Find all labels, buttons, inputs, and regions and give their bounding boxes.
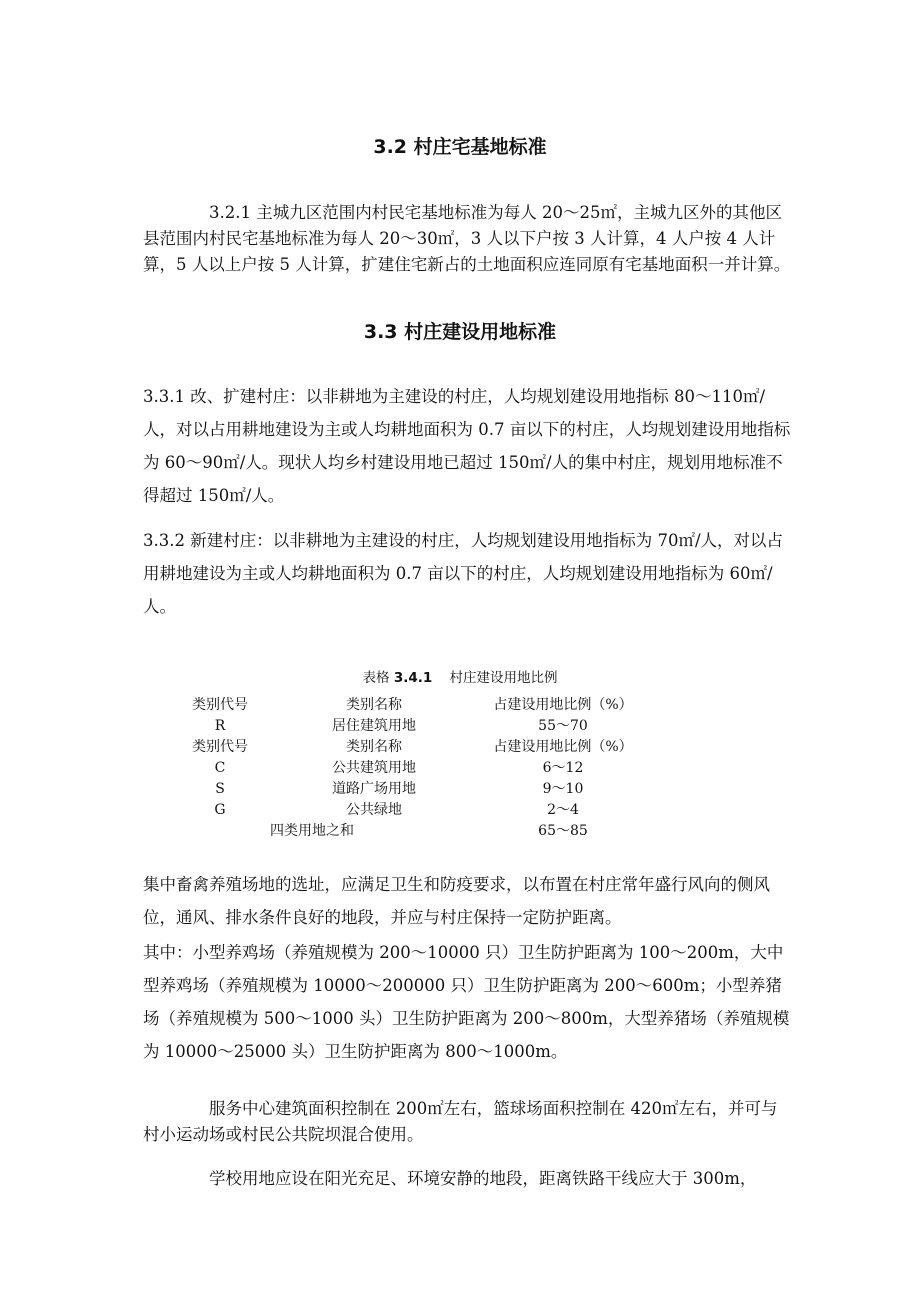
- table-caption: [0, 666, 920, 686]
- table-row: [150, 737, 668, 758]
- table-header-row: [150, 695, 668, 716]
- table-cell: C: [214, 760, 226, 776]
- table-total-row: [150, 821, 668, 842]
- table-row: [150, 716, 668, 737]
- table-cell: 6～12: [542, 760, 584, 776]
- table-cell: 类别名称: [346, 739, 402, 755]
- table-cell: 居住建筑用地: [332, 718, 416, 734]
- paragraph-3-2-1: 3.2.1 主城九区范围内村民宅基地标准为每人 20～25㎡，主城九区外的其他区县范围内村民宅基地标准为每人 20～30㎡，3 人以下户按 3 人计算，4 人户按 4 人计算，5 人以上户按 5 人计算，扩建住宅新占的土地面积应连同原有宅基地面积一并计算。: [143, 203, 791, 274]
- table-cell: R: [214, 718, 226, 734]
- table-row: [150, 758, 668, 779]
- table-cell: 55～70: [538, 718, 588, 734]
- table-cell: 道路广场用地: [332, 781, 416, 797]
- paragraph-school-site: 学校用地应设在阳光充足、环境安静的地段，距离铁路干线应大于 300m，: [209, 1169, 757, 1188]
- table-cell: 占建设用地比例（%）: [493, 739, 633, 755]
- section-heading-3-3: 3.3 村庄建设用地标准: [363, 321, 557, 343]
- table-caption-title: 村庄建设用地比例: [449, 670, 558, 686]
- table-cell: 2～4: [547, 802, 579, 818]
- paragraph-livestock-siting: 集中畜禽养殖场地的选址，应满足卫生和防疫要求，以布置在村庄常年盛行风向的侧风位，通风、排水条件良好的地段，并应与村庄保持一定防护距离。: [143, 875, 770, 927]
- table-cell: 类别代号: [192, 739, 248, 755]
- table-caption-prefix: 表格: [362, 670, 390, 686]
- table-cell: G: [214, 802, 226, 818]
- table-cell: 公共建筑用地: [332, 760, 416, 776]
- table-row: [150, 779, 668, 800]
- table-row: [150, 800, 668, 821]
- land-use-ratio-table: [150, 695, 668, 842]
- section-heading-3-2: 3.2 村庄宅基地标准: [373, 136, 547, 158]
- table-header-cell: 类别名称: [346, 697, 402, 713]
- table-cell: 公共绿地: [346, 802, 402, 818]
- table-total-value: 65～85: [538, 823, 588, 839]
- table-header-cell: 类别代号: [192, 697, 248, 713]
- table-cell: S: [215, 781, 225, 797]
- table-caption-number: 3.4.1: [393, 670, 433, 686]
- paragraph-protection-distance: 其中：小型养鸡场（养殖规模为 200～10000 只）卫生防护距离为 100～200m，大中型养鸡场（养殖规模为 10000～200000 只）卫生防护距离为 200～600m；小型养猪场（养殖规模为 500～1000 头）卫生防护距离为 200～800m，大型养猪场（养殖规模为 10000～25000 头）卫生防护距离为 800～1000m。: [143, 943, 790, 1061]
- table-cell: 9～10: [542, 781, 584, 797]
- table-total-label: 四类用地之和: [270, 823, 354, 839]
- paragraph-3-3-1: 3.3.1 改、扩建村庄：以非耕地为主建设的村庄，人均规划建设用地指标 80～110㎡/人，对以占用耕地建设为主或人均耕地面积为 0.7 亩以下的村庄，人均规划建设用地指标为 60～90㎡/人。现状人均乡村建设用地已超过 150㎡/人的集中村庄，规划用地标准不得超过 150㎡/人。: [143, 387, 791, 505]
- paragraph-3-3-2: 3.3.2 新建村庄：以非耕地为主建设的村庄，人均规划建设用地指标为 70㎡/人，对以占用耕地建设为主或人均耕地面积为 0.7 亩以下的村庄，人均规划建设用地指标为 60㎡/人。: [143, 531, 784, 616]
- table-header-cell: 占建设用地比例（%）: [493, 697, 633, 713]
- paragraph-service-center: 服务中心建筑面积控制在 200㎡左右，篮球场面积控制在 420㎡左右，并可与村小运动场或村民公共院坝混合使用。: [143, 1099, 778, 1144]
